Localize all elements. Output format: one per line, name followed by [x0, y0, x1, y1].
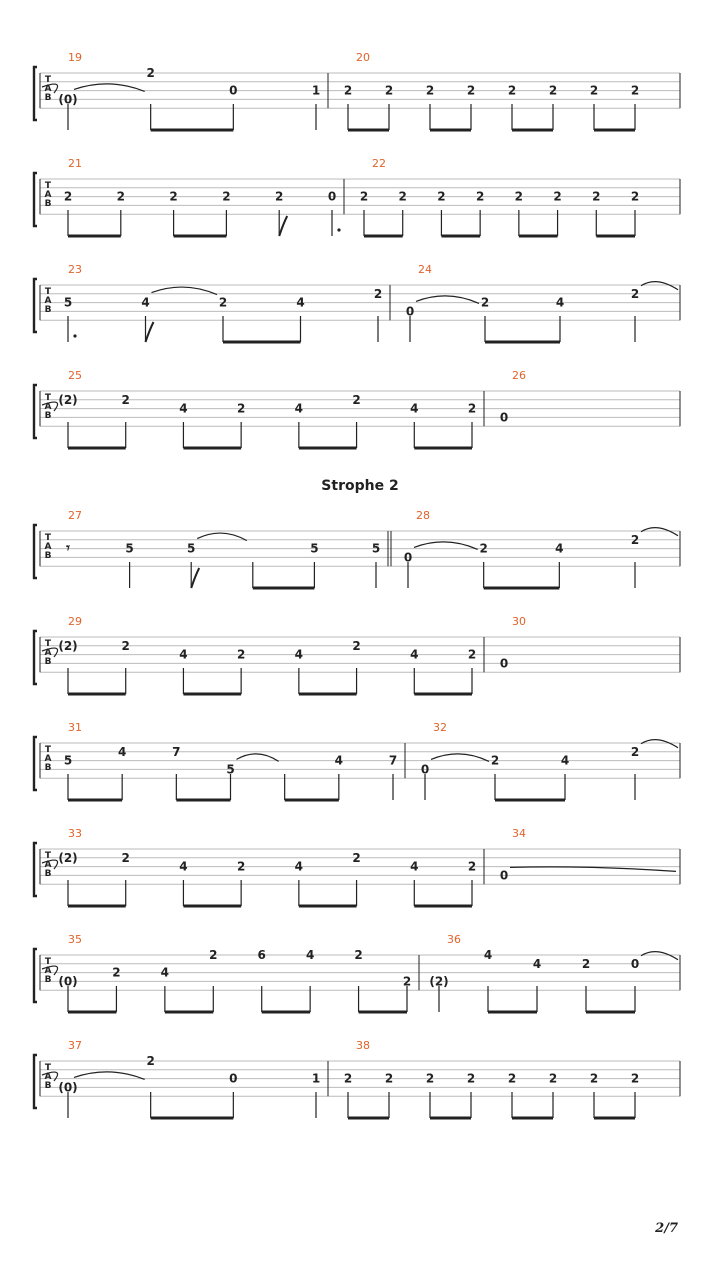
fret-number: 2: [466, 1071, 476, 1086]
fret-number: 6: [257, 948, 266, 962]
fret-number: 4: [410, 647, 419, 662]
fret-number: 2: [589, 1071, 599, 1086]
fret-number: 0: [229, 1071, 238, 1086]
tab-clef-letter: B: [44, 763, 52, 773]
tab-clef-letter: A: [44, 1072, 52, 1082]
fret-number: 4: [141, 295, 150, 310]
system-bracket: [34, 949, 37, 1002]
fret-number: 2: [630, 189, 640, 204]
fret-number: 0: [499, 410, 509, 425]
tie-arc: [641, 740, 678, 748]
fret-number: 2: [352, 850, 361, 865]
fret-number: 2: [490, 753, 500, 768]
fret-number: 1: [311, 1071, 321, 1086]
fret-number: 2: [384, 83, 394, 98]
fret-number: 2: [121, 392, 130, 407]
fret-number: 2: [425, 1071, 435, 1086]
fret-number: (0): [58, 974, 78, 989]
measure-number: 29: [68, 615, 82, 628]
fret-number: 5: [371, 541, 381, 556]
tab-clef-letter: A: [44, 966, 52, 976]
fret-number: 4: [294, 859, 304, 874]
fret-number: 2: [398, 189, 407, 204]
fret-number: 2: [437, 189, 446, 204]
tab-clef-letter: B: [44, 305, 52, 315]
fret-number: 5: [63, 753, 73, 768]
fret-number: 0: [499, 656, 509, 671]
page-number: 2/7: [655, 1221, 678, 1236]
measure-number: 27: [68, 509, 82, 522]
fret-number: 4: [410, 401, 419, 416]
fret-number: 2: [373, 286, 383, 301]
tab-clef-letter: A: [44, 402, 52, 412]
measure-number: 19: [68, 51, 82, 64]
fret-number: 2: [169, 189, 178, 204]
tab-clef-letter: B: [44, 975, 52, 985]
fret-number: 2: [236, 647, 246, 662]
tab-clef-letter: B: [44, 93, 52, 103]
fret-number: 4: [334, 753, 344, 768]
fret-number: 2: [507, 1071, 517, 1086]
fret-number: 4: [555, 541, 564, 556]
fret-number: 2: [121, 638, 130, 653]
fret-number: 2: [222, 189, 231, 204]
fret-number: 4: [410, 859, 419, 874]
measure-number: 24: [418, 263, 432, 276]
note-flag: [279, 216, 287, 236]
fret-number: 5: [226, 762, 235, 777]
note-flag: [191, 568, 199, 588]
fret-number: 2: [507, 83, 517, 98]
fret-number: (2): [58, 850, 78, 865]
fret-number: 2: [236, 859, 246, 874]
fret-number: (2): [429, 974, 449, 989]
tab-clef-letter: T: [44, 957, 52, 967]
measure-number: 28: [416, 509, 430, 522]
fret-number: 4: [555, 295, 565, 310]
fret-number: 2: [352, 392, 361, 407]
fret-number: 7: [388, 753, 398, 768]
tab-clef-letter: T: [44, 745, 52, 755]
tie-arc: [641, 952, 678, 960]
measure-number: 23: [68, 263, 82, 276]
measure-number: 30: [512, 615, 526, 628]
fret-number: 2: [467, 859, 477, 874]
fret-number: 2: [343, 83, 353, 98]
fret-number: (2): [58, 638, 78, 653]
tab-clef-letter: B: [44, 551, 52, 561]
measure-number: 33: [68, 827, 82, 840]
fret-number: 7: [172, 744, 181, 759]
fret-number: 2: [479, 541, 488, 556]
fret-number: 1: [311, 83, 321, 98]
fret-number: 2: [630, 83, 640, 98]
measure-number: 36: [447, 933, 461, 946]
fret-number: 2: [466, 83, 476, 98]
fret-number: 2: [63, 189, 73, 204]
fret-number: 4: [179, 647, 188, 662]
measure-number: 37: [68, 1039, 82, 1052]
fret-number: 2: [630, 532, 640, 547]
fret-number: 2: [514, 189, 524, 204]
tab-clef-letter: T: [44, 639, 52, 649]
fret-number: 4: [179, 859, 188, 874]
tab-clef-letter: T: [44, 75, 52, 85]
fret-number: (0): [58, 1080, 78, 1095]
tab-clef-letter: A: [44, 296, 52, 306]
measure-number: 38: [356, 1039, 370, 1052]
fret-number: 0: [229, 83, 238, 98]
rhythm-dot: [337, 228, 340, 231]
tab-clef-letter: B: [44, 411, 52, 421]
measure-number: 35: [68, 933, 82, 946]
tie-arc: [641, 528, 678, 536]
fret-number: 4: [305, 948, 315, 962]
system-bracket: [34, 173, 37, 226]
fret-number: 4: [296, 295, 305, 310]
fret-number: 2: [402, 974, 412, 989]
fret-number: 4: [160, 965, 170, 980]
tab-clef-letter: T: [44, 287, 52, 297]
tab-clef-letter: B: [44, 869, 52, 879]
fret-number: 2: [548, 83, 558, 98]
fret-number: 0: [403, 550, 413, 565]
tab-clef-letter: A: [44, 648, 52, 658]
fret-number: 2: [384, 1071, 394, 1086]
measure-number: 31: [68, 721, 82, 734]
measure-number: 22: [372, 157, 386, 170]
system-bracket: [34, 737, 37, 790]
fret-number: 5: [63, 295, 73, 310]
fret-number: 2: [275, 189, 284, 204]
measure-number: 32: [433, 721, 447, 734]
measure-number: 26: [512, 369, 526, 382]
fret-number: 2: [553, 189, 562, 204]
fret-number: 2: [480, 295, 490, 310]
tab-clef-letter: A: [44, 754, 52, 764]
measure-number: 34: [512, 827, 526, 840]
note-flag: [146, 322, 154, 342]
fret-number: 2: [475, 189, 485, 204]
measure-number: 21: [68, 157, 82, 170]
fret-number: 2: [218, 295, 228, 310]
fret-number: 4: [294, 647, 304, 662]
tab-clef-letter: B: [44, 657, 52, 667]
tab-clef-letter: A: [44, 84, 52, 94]
tie-arc: [510, 867, 676, 872]
measure-number: 20: [356, 51, 370, 64]
tab-clef-letter: B: [44, 199, 52, 209]
fret-number: 4: [179, 401, 188, 416]
fret-number: 4: [483, 948, 493, 962]
fret-number: 2: [589, 83, 599, 98]
tab-clef-letter: A: [44, 190, 52, 200]
fret-number: 0: [405, 304, 415, 319]
fret-number: 5: [187, 541, 196, 556]
fret-number: 5: [310, 541, 319, 556]
fret-number: 4: [532, 956, 542, 971]
fret-number: 4: [294, 401, 304, 416]
fret-number: (0): [58, 92, 78, 107]
tie-arc: [641, 282, 678, 290]
tab-clef-letter: T: [44, 393, 52, 403]
fret-number: 2: [343, 1071, 353, 1086]
system-bracket: [34, 631, 37, 684]
fret-number: 2: [352, 638, 361, 653]
fret-number: 2: [146, 66, 155, 80]
fret-number: 2: [581, 956, 591, 971]
system-bracket: [34, 67, 37, 120]
tab-clef-letter: B: [44, 1081, 52, 1091]
fret-number: 2: [359, 189, 369, 204]
measure-number: 25: [68, 369, 82, 382]
tab-clef-letter: T: [44, 181, 52, 191]
tab-clef-letter: A: [44, 542, 52, 552]
fret-number: 0: [630, 956, 640, 971]
fret-number: 2: [630, 286, 640, 301]
fret-number: 2: [467, 401, 477, 416]
fret-number: 2: [236, 401, 246, 416]
rest-symbol: 𝄾: [66, 540, 70, 557]
fret-number: 2: [425, 83, 435, 98]
fret-number: 2: [354, 948, 363, 962]
fret-number: 2: [116, 189, 125, 204]
system-bracket: [34, 1055, 37, 1108]
tab-clef-letter: A: [44, 860, 52, 870]
fret-number: 2: [121, 850, 130, 865]
section-label: Strophe 2: [321, 478, 399, 494]
fret-number: 2: [112, 965, 121, 980]
tab-clef-letter: T: [44, 851, 52, 861]
tab-clef-letter: T: [44, 1063, 52, 1073]
fret-number: 2: [146, 1054, 155, 1068]
fret-number: 2: [592, 189, 601, 204]
fret-number: 2: [630, 744, 640, 759]
system-bracket: [34, 279, 37, 332]
tab-clef-letter: T: [44, 533, 52, 543]
rhythm-dot: [73, 334, 76, 337]
fret-number: (2): [58, 392, 78, 407]
system-bracket: [34, 843, 37, 896]
fret-number: 2: [467, 647, 477, 662]
system-bracket: [34, 525, 37, 578]
fret-number: 0: [499, 868, 509, 883]
fret-number: 0: [420, 762, 430, 777]
fret-number: 0: [327, 189, 337, 204]
fret-number: 4: [560, 753, 570, 768]
fret-number: 2: [209, 948, 218, 962]
fret-number: 2: [548, 1071, 558, 1086]
fret-number: 2: [630, 1071, 640, 1086]
fret-number: 4: [117, 744, 127, 759]
system-bracket: [34, 385, 37, 438]
fret-number: 5: [125, 541, 134, 556]
